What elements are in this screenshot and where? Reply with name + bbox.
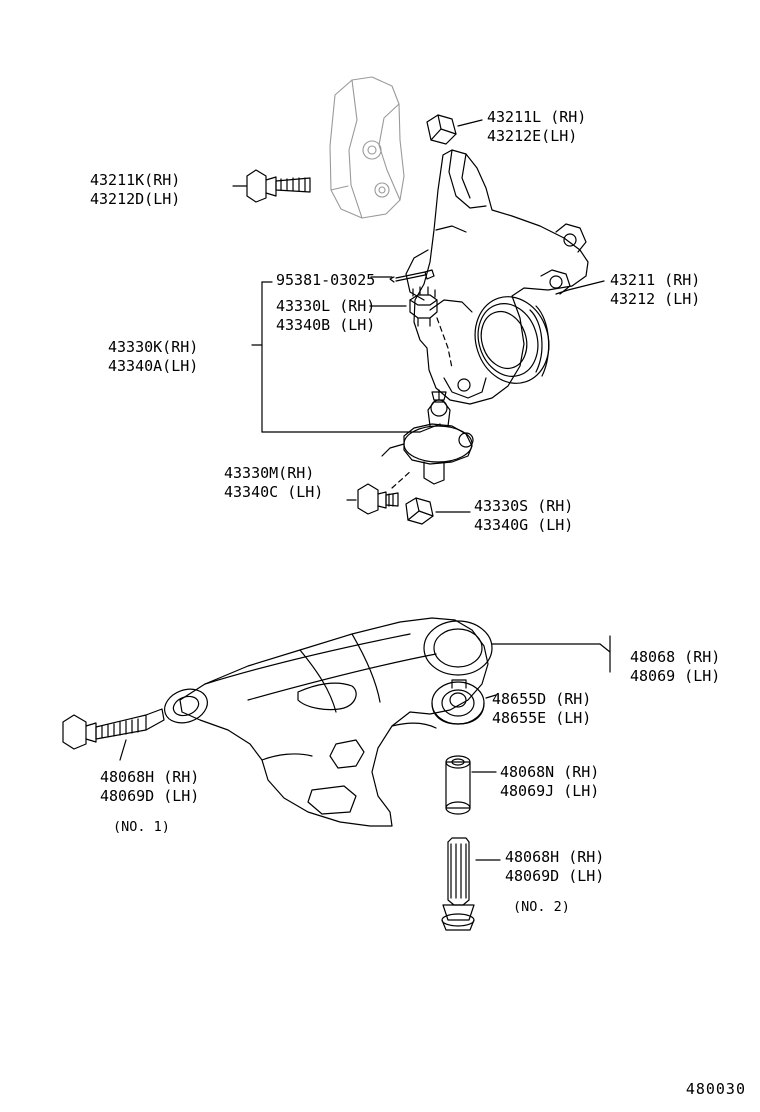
label-ball-joint-assembly: 43330K(RH) 43340A(LH): [108, 338, 199, 375]
label-bolt-upper-left: 43211K(RH) 43212D(LH): [90, 171, 181, 208]
label-arm-bolt-no2: 48068H (RH) 48069D (LH): [505, 848, 605, 885]
label-ball-joint-nut-lower: 43330S (RH) 43340G (LH): [474, 497, 574, 534]
label-ball-joint-bolt: 43330M(RH) 43340C (LH): [224, 464, 324, 501]
label-bushing: 48655D (RH) 48655E (LH): [492, 690, 592, 727]
diagram-number: 480030: [685, 1080, 746, 1098]
label-arm-bolt-no2-note: (NO. 2): [513, 899, 570, 915]
label-collar: 48068N (RH) 48069J (LH): [500, 763, 600, 800]
label-arm-bolt-no1-note: (NO. 1): [113, 819, 170, 835]
label-cotter-pin: 95381-03025: [276, 271, 376, 289]
label-lower-arm: 48068 (RH) 48069 (LH): [630, 648, 721, 685]
label-arm-bolt-no1: 48068H (RH) 48069D (LH): [100, 768, 200, 805]
label-ball-joint-nut: 43330L (RH) 43340B (LH): [276, 297, 376, 334]
label-nut-upper-right: 43211L (RH) 43212E(LH): [487, 108, 587, 145]
label-steering-knuckle: 43211 (RH) 43212 (LH): [610, 271, 701, 308]
